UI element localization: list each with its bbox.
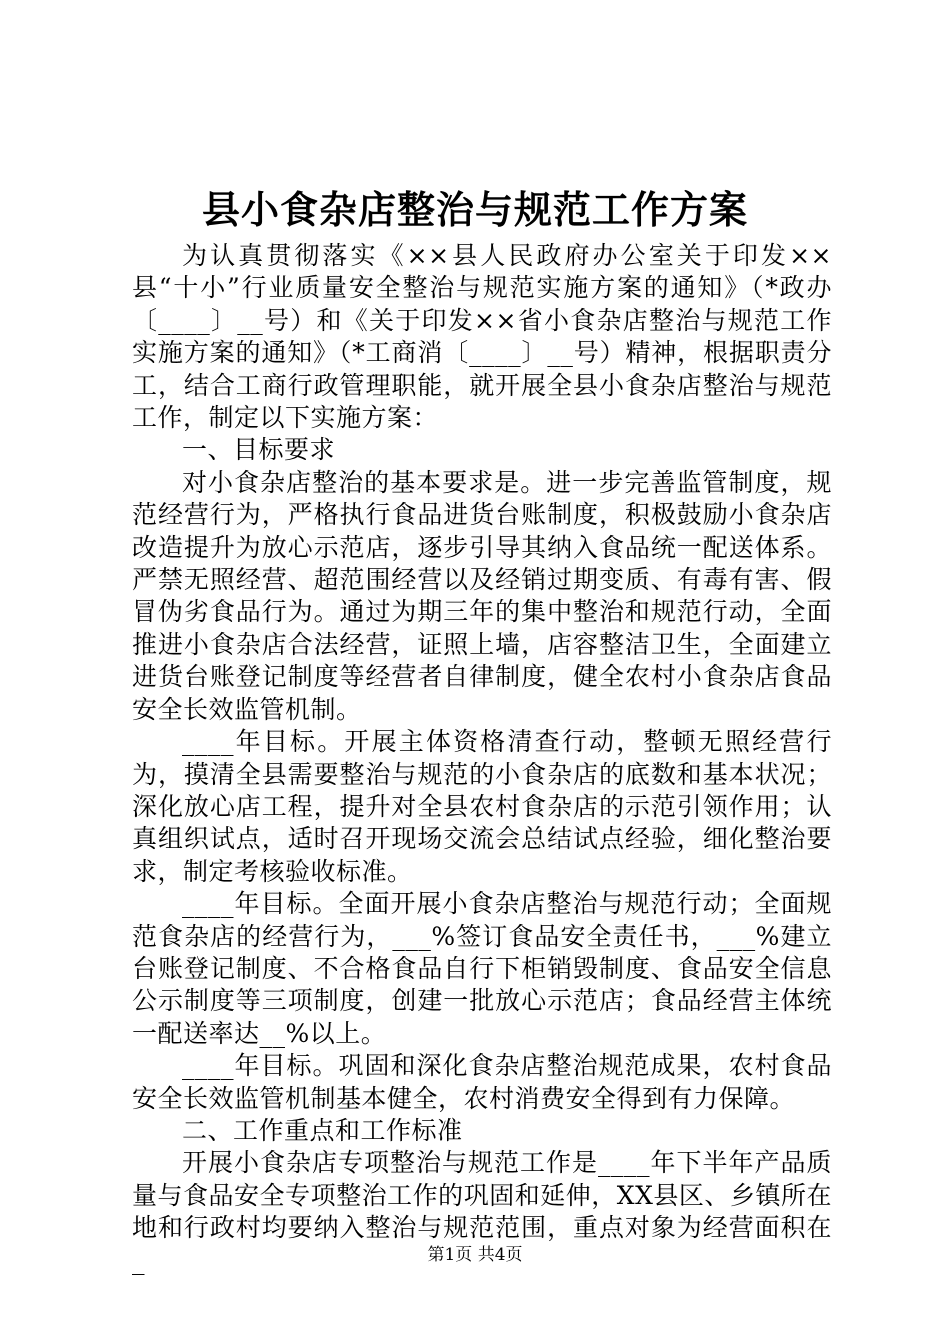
document-body bbox=[132, 240, 832, 1277]
section-heading-goals: 一、目标要求 bbox=[182, 435, 336, 465]
goals-paragraph: 对小食杂店整治的基本要求是。进一步完善监管制度，规范经营行为，严格执行食品进货台账制度，积极鼓励小食杂店改造提升为放心示范店，逐步引导其纳入食品统一配送体系。严禁无照经营、超范围经营以及经销过期变质、有毒有害、假冒伪劣食品行为。通过为期三年的集中整治和规范行动，全面推进小食杂店合法经营，证照上墙，店容整洁卫生，全面建立进货台账登记制度等经营者自律制度，健全农村小食杂店食品安全长效监管机制。 bbox=[132, 467, 832, 724]
year-goal-3-paragraph: ____年目标。巩固和深化食杂店整治规范成果，农村食品安全长效监管机制基本健全，农村消费安全得到有力保障。 bbox=[132, 1051, 832, 1113]
focus-paragraph: 开展小食杂店专项整治与规范工作是____年下半年产品质量与食品安全专项整治工作的巩固和延伸，XX县区、乡镇所在地和行政村均要纳入整治与规范范围，重点对象为经营面积在_ bbox=[132, 1148, 832, 1275]
intro-paragraph: 为认真贯彻落实《××县人民政府办公室关于印发××县“十小”行业质量安全整治与规范实施方案的通知》（*政办〔____〕__号）和《关于印发××省小食杂店整治与规范工作实施方案的通知》（*工商消〔____〕__号）精神，根据职责分工，结合工商行政管理职能，就开展全县小食杂店整治与规范工作，制定以下实施方案： bbox=[132, 241, 832, 433]
document-title: 县小食杂店整治与规范工作方案 bbox=[201, 187, 748, 232]
year-goal-2-paragraph: ____年目标。全面开展小食杂店整治与规范行动；全面规范食杂店的经营行为，___%签订食品安全责任书，___%建立台账登记制度、不合格食品自行下柜销毁制度、食品安全信息公示制度等三项制度，创建一批放心示范店；食品经营主体统一配送率达__%以上。 bbox=[132, 889, 832, 1048]
section-heading-focus: 二、工作重点和工作标准 bbox=[182, 1115, 463, 1145]
page-footer: 第1页 共4页 bbox=[427, 1245, 523, 1265]
year-goal-1-paragraph: ____年目标。开展主体资格清查行动，整顿无照经营行为，摸清全县需要整治与规范的小食杂店的底数和基本状况；深化放心店工程，提升对全县农村食杂店的示范引领作用；认真组织试点，适时召开现场交流会总结试点经验，细化整治要求，制定考核验收标准。 bbox=[132, 727, 832, 886]
